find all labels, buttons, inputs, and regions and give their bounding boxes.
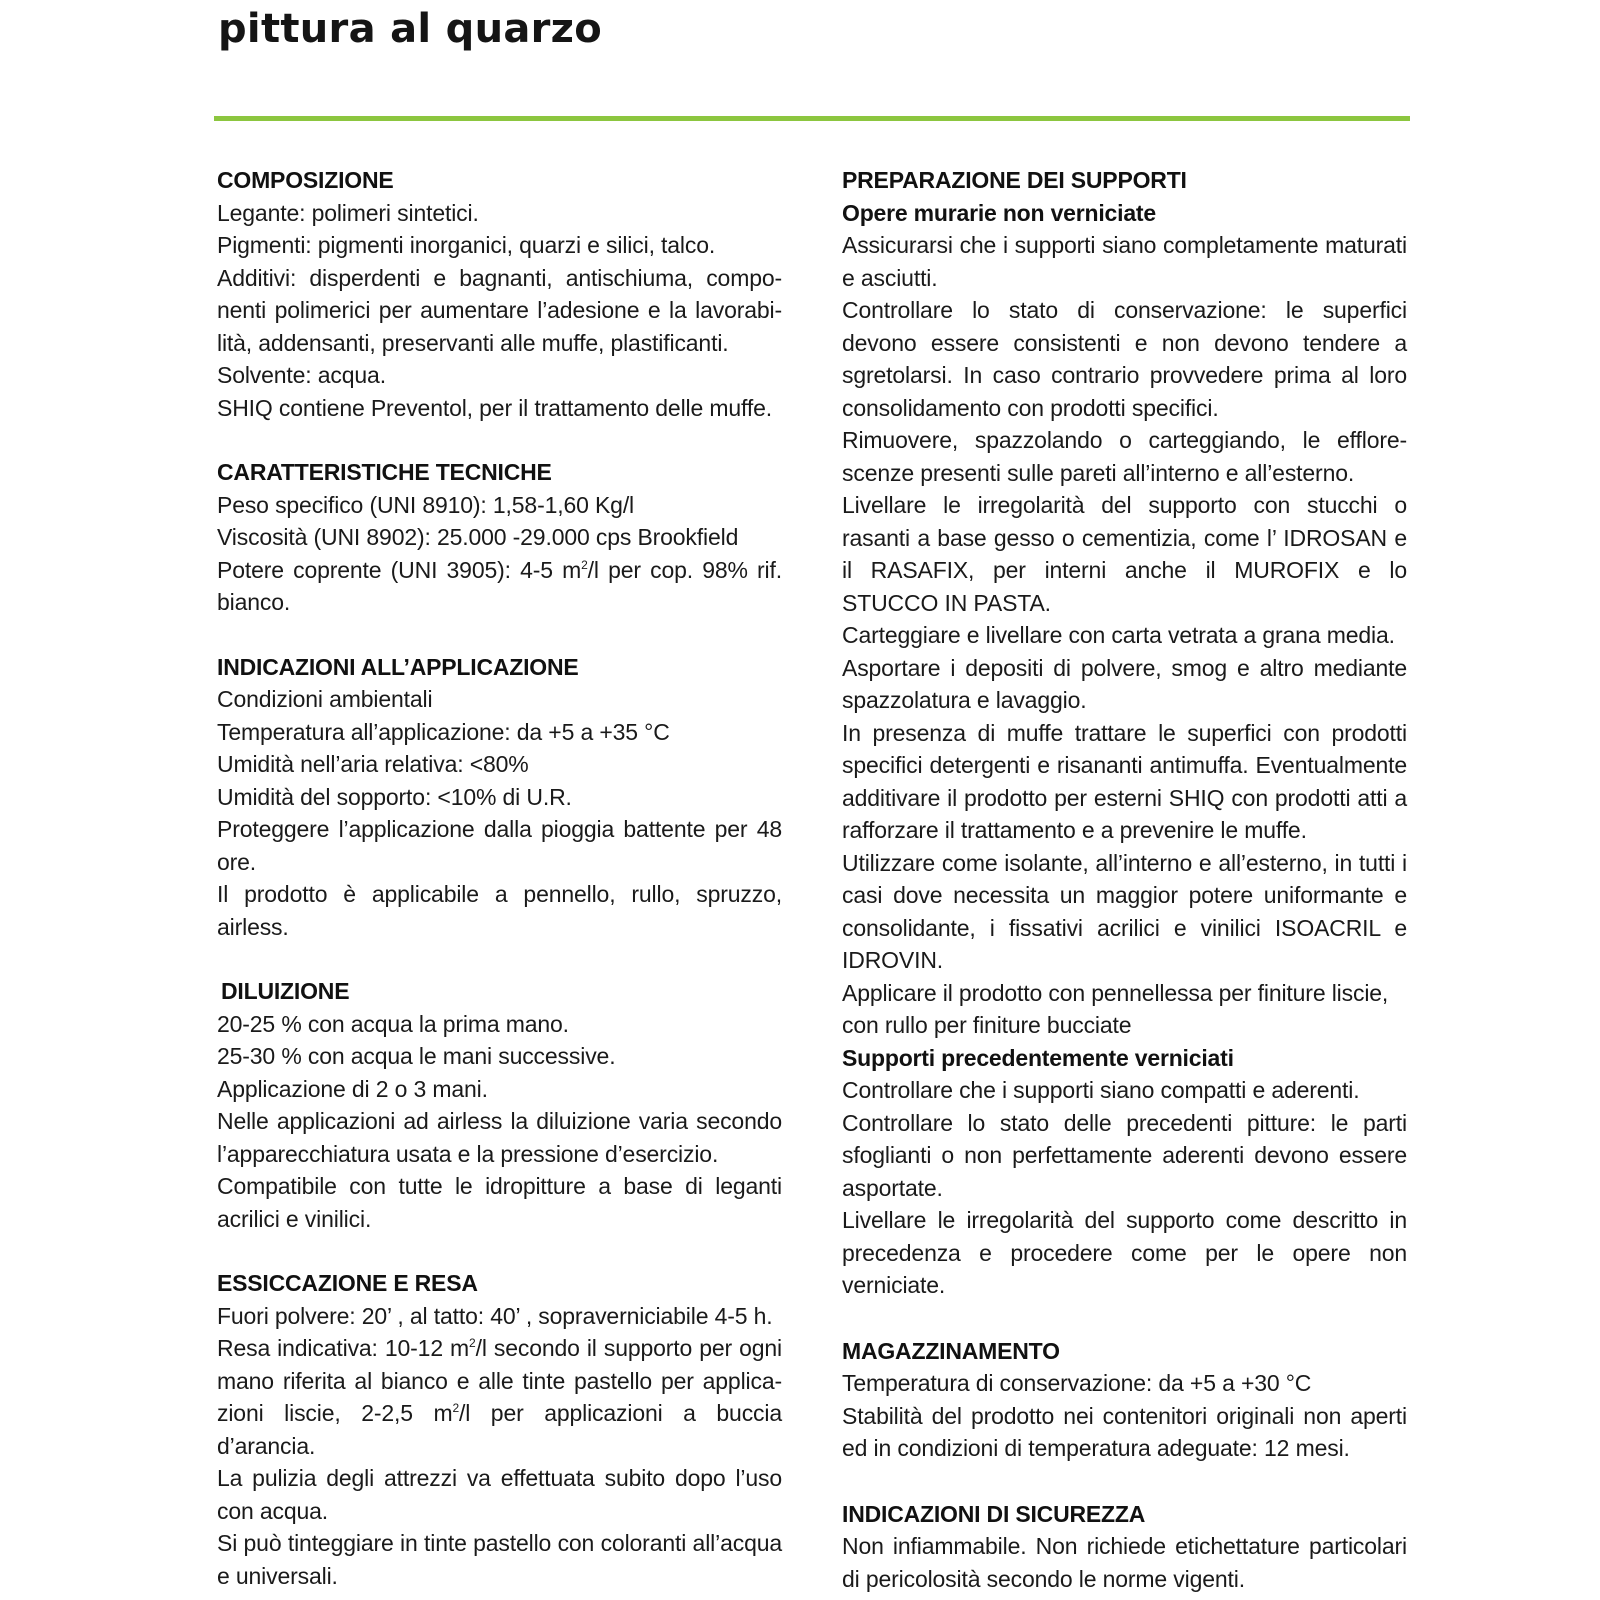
text-line: Livellare le irregolarità del supporto con stucchi o rasanti a base gesso o cementizia, come l’ IDROSAN e il RASAFIX, per interni anche il MUROFIX e lo STUCCO IN PASTA. [842, 492, 1407, 616]
text-line: Solvente: acqua. [217, 362, 386, 388]
text-line: Controllare lo stato delle precedenti pitture: le parti sfoglianti o non perfettamente aderenti devono essere asportate. [842, 1109, 1407, 1201]
text-line: SHIQ contiene Preventol, per il trattamento delle muffe. [217, 394, 772, 421]
section-heading: CARATTERISTICHE TECNICHE [217, 459, 552, 485]
text-line: Peso specifico (UNI 8910): 1,58-1,60 Kg/l [217, 491, 635, 518]
superscript: 2 [581, 557, 588, 572]
text-line: Temperatura all’applicazione: da +5 a +35 °C [217, 718, 670, 745]
section-diluizione [217, 975, 782, 1235]
section-preparazione-supporti [842, 164, 1407, 1302]
text-line: Controllare lo stato di conservazione: le superfici devono essere consistenti e non devono tendere a sgretolarsi. In caso contrario provvedere prima al loro consolidamento con prodotti specifici. [842, 297, 1407, 421]
section-indicazioni-sicurezza [842, 1498, 1407, 1596]
right-column [842, 164, 1407, 1595]
text-line: Non infiammabile. Non richiede etichettature particolari di pericolosità secondo le norme vigenti. [842, 1533, 1407, 1592]
text-line: Pigmenti: pigmenti inorganici, quarzi e silici, talco. [217, 232, 716, 258]
page-title: pittura al quarzo [218, 6, 603, 52]
text-line: 25-30 % con acqua le mani successive. [217, 1043, 616, 1069]
section-composizione [217, 164, 782, 424]
section-heading: INDICAZIONI ALL’APPLICAZIONE [217, 653, 579, 680]
section-heading: PREPARAZIONE DEI SUPPORTI [842, 167, 1187, 193]
text-line: Assicurarsi che i supporti siano completamente maturati e asciutti. [842, 232, 1407, 291]
text-line: 20-25 % con acqua la prima mano. [217, 1010, 569, 1037]
text-line: Nelle applicazioni ad airless la diluizione varia secondo l’apparecchiatura usata e la pressione d’esercizio. [217, 1108, 782, 1167]
text-line: Asportare i depositi di polvere, smog e altro mediante spazzolatura e lavaggio. [842, 654, 1407, 713]
text-span: /l per cop. 98% rif. bianco. [217, 556, 782, 615]
text-line: Livellare le irregolarità del supporto come descritto in precedenza e procedere come per le opere non verniciate. [842, 1207, 1407, 1298]
text-line: Legante: polimeri sintetici. [217, 199, 479, 226]
section-heading: INDICAZIONI DI SICUREZZA [842, 1500, 1146, 1527]
text-line: Stabilità del prodotto nei contenitori originali non aperti ed in condizioni di temperatura adeguate: 12 mesi. [842, 1402, 1407, 1461]
text-line: Carteggiare e livellare con carta vetrata a grana media. [842, 622, 1395, 648]
text-line: Utilizzare come isolante, all’interno e all’esterno, in tutti i casi dove necessita un maggior potere uniformante e consolidante, i fissativi acrilici e vinilici ISOACRIL e IDROVIN. [842, 849, 1407, 973]
text-span: /l per applicazioni a buccia d’arancia. [217, 1400, 782, 1459]
text-line: Compatibile con tutte le idropitture a base di leganti acrilici e vinilici. [217, 1173, 782, 1232]
section-heading: ESSICCAZIONE E RESA [217, 1270, 478, 1296]
text-line: Proteggere l’applicazione dalla pioggia battente per 48 ore. [217, 816, 782, 875]
text-span: Potere coprente (UNI 3905): 4-5 m [217, 556, 582, 583]
section-heading: COMPOSIZIONE [217, 167, 394, 193]
text-line: Applicazione di 2 o 3 mani. [217, 1075, 488, 1102]
text-line-resa [217, 1332, 782, 1462]
text-line: Umidità del sopporto: <10% di U.R. [217, 783, 572, 810]
text-line: Viscosità (UNI 8902): 25.000 -29.000 cps Brookfield [217, 524, 739, 550]
text-line: La pulizia degli attrezzi va effettuata subito dopo l’uso con acqua. [217, 1465, 782, 1524]
subheading: Supporti precedentemente verniciati [842, 1044, 1234, 1071]
text-line: Condizioni ambientali [217, 686, 433, 712]
section-essiccazione-resa [217, 1267, 782, 1592]
superscript: 2 [452, 1401, 460, 1415]
title-divider [214, 116, 1410, 121]
text-line: Il prodotto è applicabile a pennello, rullo, spruzzo, airless. [217, 881, 782, 940]
text-line-potere-coprente [217, 554, 782, 619]
left-column [217, 164, 782, 1592]
text-span: /l secondo il supporto per ogni mano riferita al bianco e alle tinte pastello per applica-zioni liscie, 2-2,5 m [217, 1335, 782, 1426]
text-line: Applicare il prodotto con pennellessa per finiture liscie, con rullo per finiture bucciate [842, 979, 1389, 1038]
text-line: Umidità nell’aria relativa: <80% [217, 751, 529, 777]
text-line: Fuori polvere: 20’ , al tatto: 40’ , sopraverniciabile 4-5 h. [217, 1302, 773, 1329]
text-line: Rimuovere, spazzolando o carteggiando, le efflore-scenze presenti sulle pareti all’interno e all’esterno. [842, 427, 1407, 486]
section-heading: MAGAZZINAMENTO [842, 1337, 1060, 1364]
text-span: Resa indicativa: 10-12 m [217, 1335, 470, 1361]
section-indicazioni-applicazione [217, 651, 782, 944]
text-line: In presenza di muffe trattare le superfici con prodotti specifici detergenti e risananti antimuffa. Eventualmente additivare il prodotto per esterni SHIQ con prodotti atti a rafforzare il trattamento e a prevenire le muffe. [842, 719, 1407, 843]
text-line: Si può tinteggiare in tinte pastello con coloranti all’acqua e universali. [217, 1530, 782, 1589]
section-magazzinamento [842, 1335, 1407, 1465]
subheading: Opere murarie non verniciate [842, 199, 1156, 226]
text-line: Additivi: disperdenti e bagnanti, antischiuma, compo-nenti polimerici per aumentare l’adesione e la lavorabi-lità, addensanti, preservanti alle muffe, plastificanti. [217, 264, 782, 356]
superscript: 2 [469, 1336, 476, 1350]
section-caratteristiche-tecniche [217, 456, 782, 619]
text-line: Temperatura di conservazione: da +5 a +30 °C [842, 1370, 1312, 1396]
text-line: Controllare che i supporti siano compatti e aderenti. [842, 1077, 1360, 1103]
section-heading: DILUIZIONE [221, 978, 350, 1004]
